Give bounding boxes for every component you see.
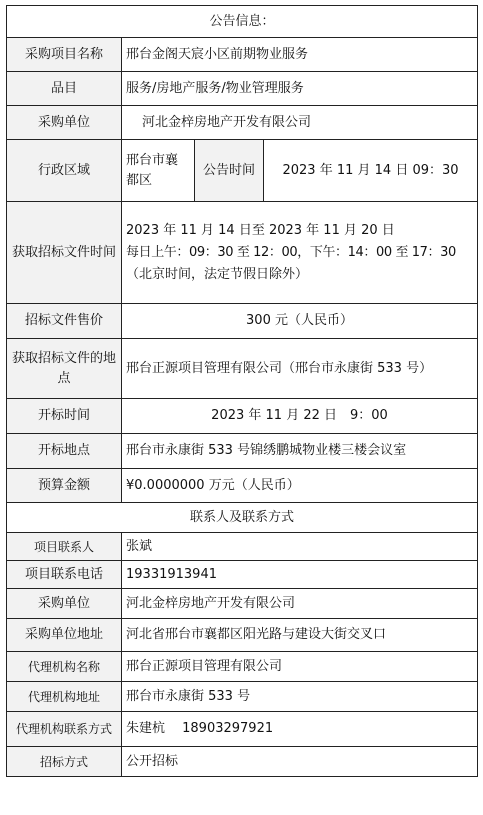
row-doc-price (7, 304, 478, 339)
get-docs-time-line1: 2023 年 11 月 14 日至 2023 年 11 月 20 日 (126, 222, 395, 238)
notice-title: 公告信息： (7, 6, 478, 38)
agency-address-label: 代理机构地址 (7, 682, 122, 712)
purchaser-label: 采购单位 (7, 106, 122, 140)
budget-label: 预算金额 (7, 469, 122, 503)
purchaser-address-value: 河北省邢台市襄都区阳光路与建设大街交叉口 (122, 619, 478, 652)
row-agency-name (7, 652, 478, 682)
region-label: 行政区域 (7, 140, 122, 202)
project-phone-label: 项目联系电话 (7, 561, 122, 589)
row-project-contact (7, 533, 478, 561)
get-docs-place-value: 邢台正源项目管理有限公司（邢台市永康街 533 号） (122, 339, 478, 399)
project-name-value: 邢台金阁天宸小区前期物业服务 (122, 38, 478, 72)
project-contact-label: 项目联系人 (7, 533, 122, 561)
announce-time-label: 公告时间 (195, 140, 264, 202)
category-value: 服务/房地产服务/物业管理服务 (122, 72, 478, 106)
row-get-docs-time (7, 202, 478, 304)
bid-method-value: 公开招标 (122, 747, 478, 777)
project-phone-value: 19331913941 (122, 561, 478, 589)
open-time-label: 开标时间 (7, 399, 122, 434)
purchaser-address-label: 采购单位地址 (7, 619, 122, 652)
contact-purchaser-value: 河北金梓房地产开发有限公司 (122, 589, 478, 619)
doc-price-label: 招标文件售价 (7, 304, 122, 339)
contacts-header-row (7, 503, 478, 533)
agency-contact-value: 朱建杭 18903297921 (122, 712, 478, 747)
row-project-name (7, 38, 478, 72)
bid-method-label: 招标方式 (7, 747, 122, 777)
open-place-value: 邢台市永康街 533 号锦绣鹏城物业楼三楼会议室 (122, 434, 478, 469)
contacts-title: 联系人及联系方式 (7, 503, 478, 533)
agency-name-label: 代理机构名称 (7, 652, 122, 682)
get-docs-time-line3: （北京时间，法定节假日除外） (126, 266, 309, 282)
project-name-label: 采购项目名称 (7, 38, 122, 72)
get-docs-place-label: 获取招标文件的地点 (7, 339, 122, 399)
row-project-phone (7, 561, 478, 589)
get-docs-time-label: 获取招标文件时间 (7, 202, 122, 304)
row-purchaser (7, 106, 478, 140)
category-label: 品目 (7, 72, 122, 106)
row-region (7, 140, 478, 202)
purchaser-value: 河北金梓房地产开发有限公司 (122, 106, 478, 140)
row-budget (7, 469, 478, 503)
doc-price-value: 300 元（人民币） (122, 304, 478, 339)
agency-address-value: 邢台市永康街 533 号 (122, 682, 478, 712)
row-category (7, 72, 478, 106)
notice-header-row (7, 6, 478, 38)
get-docs-time-line2: 每日上午：09：30 至 12：00，下午：14：00 至 17：30 (126, 244, 456, 260)
budget-value: ¥0.0000000 万元（人民币） (122, 469, 478, 503)
row-get-docs-place (7, 339, 478, 399)
row-open-place (7, 434, 478, 469)
row-agency-contact (7, 712, 478, 747)
row-open-time (7, 399, 478, 434)
open-place-label: 开标地点 (7, 434, 122, 469)
row-contact-purchaser (7, 589, 478, 619)
region-value: 邢台市襄都区 (122, 140, 195, 202)
agency-name-value: 邢台正源项目管理有限公司 (122, 652, 478, 682)
agency-contact-label: 代理机构联系方式 (7, 712, 122, 747)
row-purchaser-address (7, 619, 478, 652)
row-bid-method (7, 747, 478, 777)
project-contact-value: 张斌 (122, 533, 478, 561)
notice-table (6, 5, 478, 777)
row-agency-address (7, 682, 478, 712)
get-docs-time-value (122, 202, 478, 304)
announce-time-value: 2023 年 11 月 14 日 09：30 (264, 140, 478, 202)
open-time-value: 2023 年 11 月 22 日 9：00 (122, 399, 478, 434)
contact-purchaser-label: 采购单位 (7, 589, 122, 619)
